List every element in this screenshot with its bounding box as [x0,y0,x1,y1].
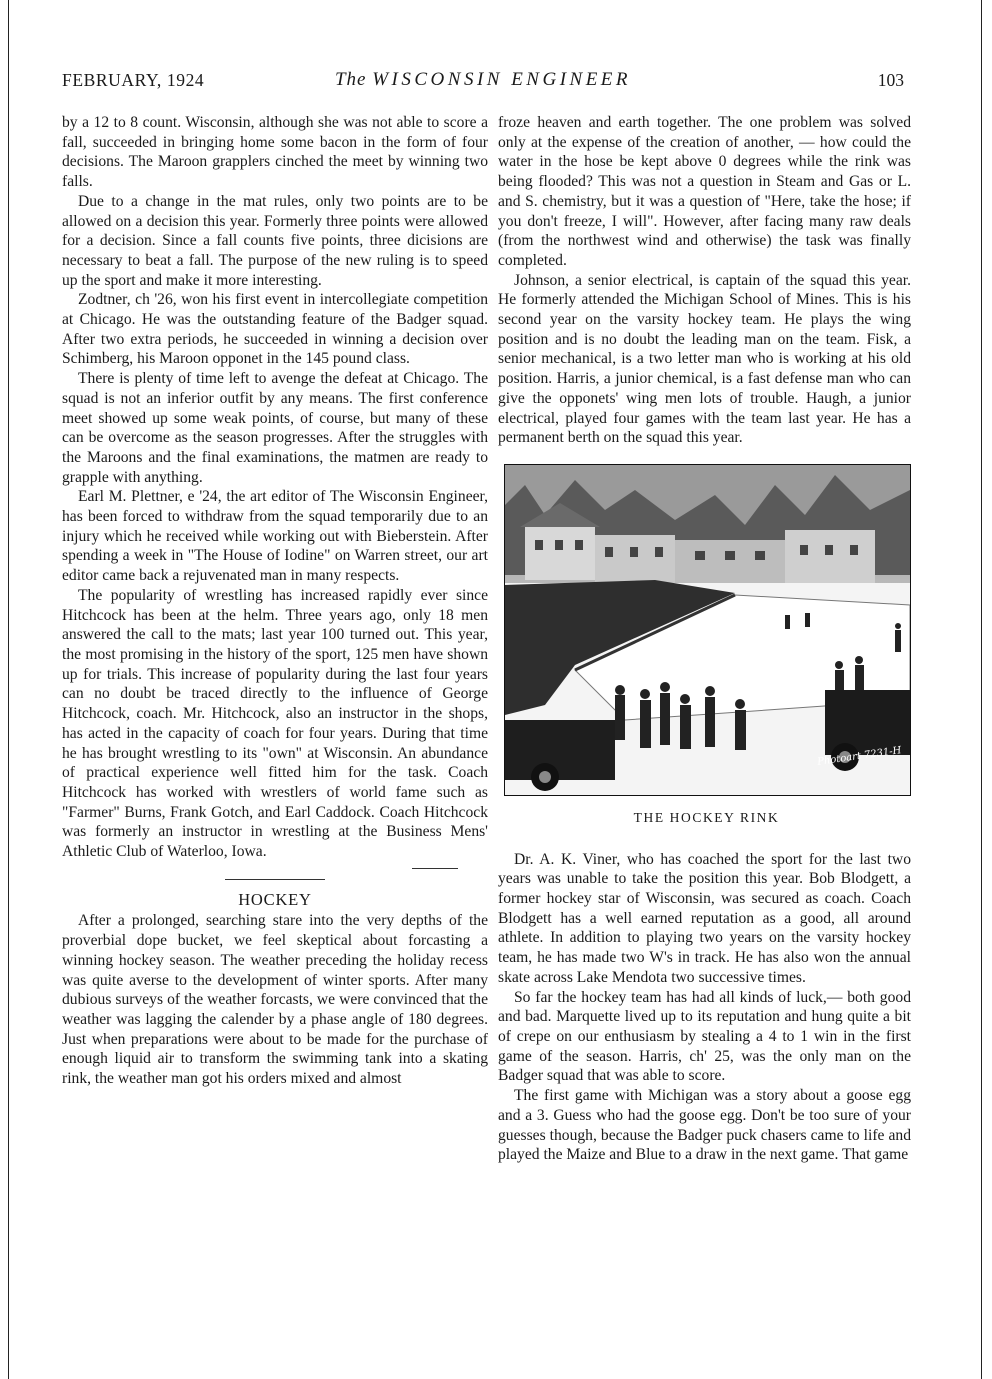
page-number: 103 [877,70,904,90]
left-column [62,113,488,1089]
photo-scene [505,465,910,795]
paragraph: Zodtner, ch '26, won his first event in intercollegiate competition at Chicago. He was the outstanding feature of the Badger squad. After two extra periods, he succeeded in winning a decision over Schimberg, his Maroon opponet in the 145 pound class. [62,291,488,368]
paragraph: After a prolonged, searching stare into the very depths of the proverbial dope bucket, we feel skeptical about forcasting a winning hockey season. The weather preceding the holiday recess was quite averse to the development of winter sports. After many dubious surveys of the weather forcasts, we were convinced that the weather was lagging the calender by a phase angle of 180 degrees. Just when preparations were about to be made for the purchase of enough liquid air to transform the swimming tank into a skating rink, the weather man got his orders mixed and almost [62,912,488,1088]
hockey-rink-photo [504,464,911,796]
scan-left-edge [8,0,9,1379]
paragraph: There is plenty of time left to avenge the defeat at Chicago. The squad is not an inferior outfit by any means. The first conference meet showed up some weak points, of course, but many of these can be overcome as the season progresses. After the struggles with the Maroons and the final examinations, the matmen are ready to grapple with anything. [62,370,488,486]
magazine-title-article: The [334,69,367,90]
paragraph: So far the hockey team has had all kinds of luck,— both good and bad. Marquette lived up to its reputation and hung quite a bit of crepe on our enthusiasm by stealing a 4 to 1 win in the first game of the season. Harris, ch' 25, was the only man on the Badger squad that was able to score. [498,988,911,1085]
scan-right-edge [981,0,982,1379]
photo-caption: THE HOCKEY RINK [633,809,780,825]
paragraph: Johnson, a senior electrical, is captain of the squad this year. He formerly attended the Michigan School of Mines. This is his second year on the varsity hockey team. He plays the wing position and is no doubt the leading man on the team. Fisk, a senior mechanical, is a two letter man who is working at his old position. Harris, a junior chemical, is a fast defense man who can give the opponets' wing men lots of trouble. Haugh, a junior electrical, played four games with the team last year. He has a permanent berth on the squad this year. [498,271,911,447]
issue-date: FEBRUARY, 1924 [62,70,205,90]
paragraph: Due to a change in the mat rules, only two points are to be allowed on a decision this year. Formerly three points were allowed for a decision. Since a fall counts five points, three dicisions are necessary to beat a fall. The purpose of the new ruling is to speed up the sport and make it more interesting. [62,192,488,289]
magazine-title [62,69,904,91]
right-column [498,113,911,1165]
photo-stamp: Photoart 7231-H [816,745,903,769]
magazine-title-name: WISCONSIN ENGINEER [372,69,632,90]
section-heading-hockey: HOCKEY [238,889,312,909]
paragraph: Dr. A. K. Viner, who has coached the sport for the last two years was unable to take the position this year. Bob Blodgett, a former hockey star of Wisconsin, was secured as coach. Coach Blodgett has a well earned reputation as a good, all around athlete. In addition to playing two years on the varsity hockey team, he has made two W's in track. He has also won the annual skate across Lake Mendota two successive times. [498,850,911,986]
photo-figure [504,464,909,828]
paragraph: Earl M. Plettner, e '24, the art editor of The Wisconsin Engineer, has been forced to withdraw from the squad temporarily due to an injury which he received while working out with Bieberstein. After spending a week in "The House of Iodine" on Warren street, our art editor came back a rejuvenated man in many respects. [62,488,488,585]
page-header [62,70,904,100]
paragraph: The popularity of wrestling has increased rapidly ever since Hitchcock has been at the helm. Three years ago, only 18 men answered the call to the mats; last year 100 turned out. This year, the most promising in the history of the sport, 125 men have shown up for trials. This increase of popularity during the last four years can no doubt be traced directly to the influence of George Hitchcock, coach. Mr. Hitchcock, also an instructor in the shops, has acted in the capacity of coach for four years. During that time he has brought wrestling to its "own" at Wisconsin. An abundance of practical experience well fitted him for the task. Coach Hitchcock has worked with wrestlers of world fame such as "Farmer" Burns, Frank Gotch, and Earl Caddock. Coach Hitchcock was formerly an instructor in wrestling at the Business Mens' Athletic Club of Waterloo, Iowa. [62,586,488,861]
paragraph: by a 12 to 8 count. Wisconsin, although she was not able to score a fall, succeeded in bringing home some bacon in the form of four decisions. The Maroon grapplers cinched the meet by winning two falls. [62,114,488,191]
paragraph: froze heaven and earth together. The one problem was solved only at the expense of the creation of another, — how could the water in the hose be kept above 0 degrees while the rink was being flooded? This was not a question in Steam and Gas or L. and S. chemistry, but it was a question of "Here, take the hose; if you don't freeze, I will". However, after facing many raw deals (from the northwest wind and otherwise) the task was finally completed. [498,114,911,269]
article-end-rule [412,868,458,869]
section-divider [225,879,325,880]
paragraph: The first game with Michigan was a story about a goose egg and a 3. Guess who had the goose egg. Don't be too sure of your guesses though, because the Badger puck chasers came to life and played the Maize and Blue to a draw in the next game. That game [498,1087,911,1164]
